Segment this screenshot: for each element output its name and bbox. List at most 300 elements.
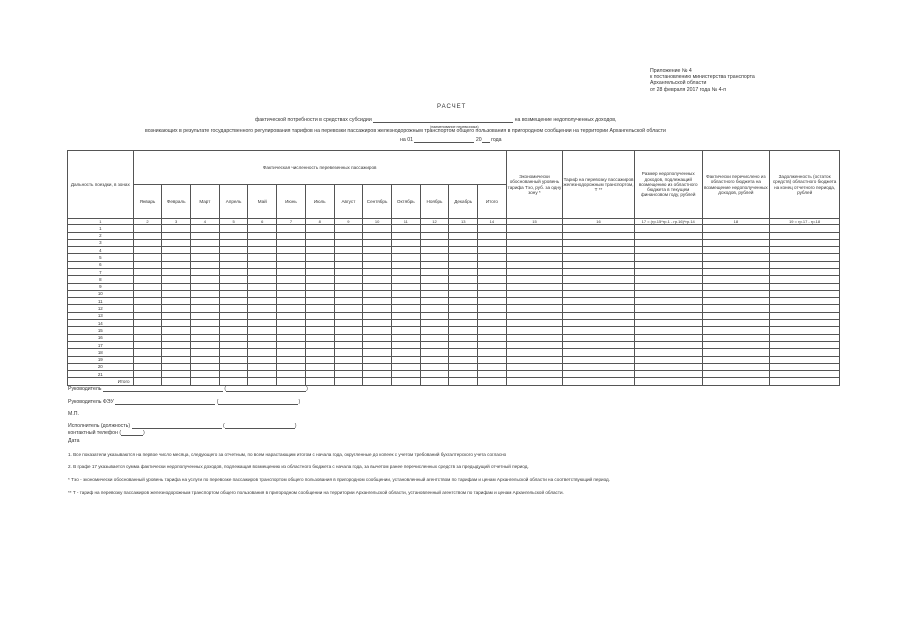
table-cell[interactable] (133, 290, 162, 297)
date-day-month-field[interactable] (414, 137, 474, 143)
table-cell[interactable] (162, 268, 191, 275)
table-cell[interactable] (363, 312, 392, 319)
table-cell[interactable] (449, 232, 478, 239)
table-cell[interactable] (277, 371, 306, 378)
table-cell[interactable] (702, 341, 770, 348)
table-cell[interactable] (305, 239, 334, 246)
table-cell[interactable] (391, 283, 420, 290)
table-cell[interactable] (305, 298, 334, 305)
table-cell[interactable] (277, 290, 306, 297)
table-cell[interactable] (248, 254, 277, 261)
total-cell[interactable] (363, 378, 392, 386)
table-cell[interactable] (191, 225, 220, 232)
table-cell[interactable] (634, 334, 702, 341)
table-cell[interactable] (702, 356, 770, 363)
table-cell[interactable] (420, 320, 449, 327)
table-cell[interactable] (305, 363, 334, 370)
table-cell[interactable] (563, 276, 635, 283)
table-cell[interactable] (363, 356, 392, 363)
table-cell[interactable] (420, 247, 449, 254)
table-cell[interactable] (391, 320, 420, 327)
table-cell[interactable] (363, 349, 392, 356)
table-cell[interactable] (248, 356, 277, 363)
table-cell[interactable] (506, 254, 562, 261)
table-cell[interactable] (334, 232, 363, 239)
table-cell[interactable] (305, 247, 334, 254)
table-cell[interactable] (478, 276, 507, 283)
table-cell[interactable] (770, 268, 840, 275)
table-cell[interactable] (133, 349, 162, 356)
table-cell[interactable] (634, 225, 702, 232)
table-cell[interactable] (563, 356, 635, 363)
table-cell[interactable] (702, 283, 770, 290)
signature-head-name-field[interactable] (226, 386, 306, 392)
table-cell[interactable] (363, 320, 392, 327)
table-cell[interactable] (305, 320, 334, 327)
table-cell[interactable] (449, 283, 478, 290)
table-cell[interactable] (563, 305, 635, 312)
table-cell[interactable] (248, 305, 277, 312)
table-cell[interactable] (334, 356, 363, 363)
table-cell[interactable] (702, 312, 770, 319)
table-cell[interactable] (162, 247, 191, 254)
table-cell[interactable] (506, 305, 562, 312)
table-cell[interactable] (478, 290, 507, 297)
table-cell[interactable] (563, 239, 635, 246)
table-cell[interactable] (702, 247, 770, 254)
table-cell[interactable] (133, 363, 162, 370)
table-cell[interactable] (191, 232, 220, 239)
table-cell[interactable] (634, 327, 702, 334)
table-cell[interactable] (277, 283, 306, 290)
table-cell[interactable] (702, 334, 770, 341)
table-cell[interactable] (191, 276, 220, 283)
table-cell[interactable] (702, 371, 770, 378)
table-cell[interactable] (506, 225, 562, 232)
table-cell[interactable] (133, 261, 162, 268)
table-cell[interactable] (770, 305, 840, 312)
table-cell[interactable] (506, 356, 562, 363)
table-cell[interactable] (449, 225, 478, 232)
table-cell[interactable] (506, 363, 562, 370)
table-cell[interactable] (162, 341, 191, 348)
table-cell[interactable] (702, 232, 770, 239)
table-cell[interactable] (277, 225, 306, 232)
table-cell[interactable] (305, 334, 334, 341)
table-cell[interactable] (248, 334, 277, 341)
table-cell[interactable] (702, 349, 770, 356)
table-cell[interactable] (162, 283, 191, 290)
table-cell[interactable] (219, 363, 248, 370)
table-cell[interactable] (449, 371, 478, 378)
table-cell[interactable] (634, 349, 702, 356)
table-cell[interactable] (449, 305, 478, 312)
table-cell[interactable] (219, 261, 248, 268)
table-cell[interactable] (363, 283, 392, 290)
table-cell[interactable] (506, 341, 562, 348)
table-cell[interactable] (770, 225, 840, 232)
table-cell[interactable] (191, 283, 220, 290)
table-cell[interactable] (162, 254, 191, 261)
table-cell[interactable] (634, 320, 702, 327)
table-cell[interactable] (478, 283, 507, 290)
table-cell[interactable] (162, 298, 191, 305)
table-cell[interactable] (133, 247, 162, 254)
table-cell[interactable] (563, 268, 635, 275)
table-cell[interactable] (277, 334, 306, 341)
table-cell[interactable] (506, 371, 562, 378)
table-cell[interactable] (133, 232, 162, 239)
table-cell[interactable] (391, 261, 420, 268)
table-cell[interactable] (506, 290, 562, 297)
table-cell[interactable] (770, 283, 840, 290)
table-cell[interactable] (634, 363, 702, 370)
table-cell[interactable] (702, 239, 770, 246)
table-cell[interactable] (478, 334, 507, 341)
table-cell[interactable] (563, 371, 635, 378)
total-cell[interactable] (305, 378, 334, 386)
total-cell[interactable] (506, 378, 562, 386)
table-cell[interactable] (563, 254, 635, 261)
table-cell[interactable] (420, 312, 449, 319)
table-cell[interactable] (133, 356, 162, 363)
table-cell[interactable] (506, 320, 562, 327)
table-cell[interactable] (391, 327, 420, 334)
total-cell[interactable] (277, 378, 306, 386)
table-cell[interactable] (363, 225, 392, 232)
table-cell[interactable] (420, 334, 449, 341)
table-cell[interactable] (478, 268, 507, 275)
table-cell[interactable] (277, 276, 306, 283)
table-cell[interactable] (702, 254, 770, 261)
table-cell[interactable] (133, 225, 162, 232)
table-cell[interactable] (506, 239, 562, 246)
table-cell[interactable] (506, 283, 562, 290)
table-cell[interactable] (478, 363, 507, 370)
table-cell[interactable] (420, 283, 449, 290)
table-cell[interactable] (162, 305, 191, 312)
table-cell[interactable] (420, 349, 449, 356)
table-cell[interactable] (420, 327, 449, 334)
table-cell[interactable] (391, 371, 420, 378)
table-cell[interactable] (133, 276, 162, 283)
total-cell[interactable] (334, 378, 363, 386)
signature-executor-name-field[interactable] (225, 423, 295, 429)
table-cell[interactable] (334, 312, 363, 319)
table-cell[interactable] (702, 261, 770, 268)
table-cell[interactable] (634, 276, 702, 283)
table-cell[interactable] (478, 239, 507, 246)
carrier-field[interactable] (373, 117, 513, 123)
table-cell[interactable] (334, 334, 363, 341)
table-cell[interactable] (277, 247, 306, 254)
table-cell[interactable] (191, 261, 220, 268)
table-cell[interactable] (334, 268, 363, 275)
table-cell[interactable] (363, 276, 392, 283)
table-cell[interactable] (219, 341, 248, 348)
table-cell[interactable] (363, 305, 392, 312)
table-cell[interactable] (478, 254, 507, 261)
table-cell[interactable] (770, 290, 840, 297)
table-cell[interactable] (702, 320, 770, 327)
table-cell[interactable] (248, 225, 277, 232)
table-cell[interactable] (305, 290, 334, 297)
table-cell[interactable] (219, 283, 248, 290)
table-cell[interactable] (191, 327, 220, 334)
total-cell[interactable] (219, 378, 248, 386)
table-cell[interactable] (770, 334, 840, 341)
table-cell[interactable] (133, 334, 162, 341)
table-cell[interactable] (248, 349, 277, 356)
table-cell[interactable] (219, 239, 248, 246)
total-cell[interactable] (634, 378, 702, 386)
table-cell[interactable] (770, 261, 840, 268)
table-cell[interactable] (563, 261, 635, 268)
table-cell[interactable] (702, 225, 770, 232)
table-cell[interactable] (305, 341, 334, 348)
table-cell[interactable] (133, 312, 162, 319)
table-cell[interactable] (162, 371, 191, 378)
table-cell[interactable] (248, 276, 277, 283)
table-cell[interactable] (363, 261, 392, 268)
table-cell[interactable] (219, 232, 248, 239)
total-cell[interactable] (702, 378, 770, 386)
table-cell[interactable] (219, 327, 248, 334)
table-cell[interactable] (248, 261, 277, 268)
table-cell[interactable] (248, 298, 277, 305)
table-cell[interactable] (277, 349, 306, 356)
table-cell[interactable] (391, 276, 420, 283)
table-cell[interactable] (219, 371, 248, 378)
table-cell[interactable] (191, 290, 220, 297)
table-cell[interactable] (449, 363, 478, 370)
table-cell[interactable] (363, 341, 392, 348)
table-cell[interactable] (420, 371, 449, 378)
table-cell[interactable] (634, 356, 702, 363)
table-cell[interactable] (563, 247, 635, 254)
table-cell[interactable] (449, 341, 478, 348)
table-cell[interactable] (162, 290, 191, 297)
table-cell[interactable] (191, 268, 220, 275)
table-cell[interactable] (391, 363, 420, 370)
table-cell[interactable] (478, 320, 507, 327)
table-cell[interactable] (133, 268, 162, 275)
table-cell[interactable] (478, 341, 507, 348)
table-cell[interactable] (420, 341, 449, 348)
table-cell[interactable] (334, 290, 363, 297)
table-cell[interactable] (248, 239, 277, 246)
table-cell[interactable] (449, 298, 478, 305)
table-cell[interactable] (248, 290, 277, 297)
table-cell[interactable] (363, 239, 392, 246)
table-cell[interactable] (449, 261, 478, 268)
table-cell[interactable] (191, 239, 220, 246)
table-cell[interactable] (334, 327, 363, 334)
table-cell[interactable] (449, 290, 478, 297)
table-cell[interactable] (506, 334, 562, 341)
table-cell[interactable] (449, 268, 478, 275)
table-cell[interactable] (563, 320, 635, 327)
table-cell[interactable] (563, 327, 635, 334)
table-cell[interactable] (702, 327, 770, 334)
table-cell[interactable] (391, 290, 420, 297)
table-cell[interactable] (449, 312, 478, 319)
total-cell[interactable] (133, 378, 162, 386)
table-cell[interactable] (162, 320, 191, 327)
table-cell[interactable] (420, 225, 449, 232)
table-cell[interactable] (305, 327, 334, 334)
table-cell[interactable] (363, 232, 392, 239)
signature-head-field[interactable] (103, 386, 223, 392)
table-cell[interactable] (305, 232, 334, 239)
table-cell[interactable] (133, 298, 162, 305)
table-cell[interactable] (478, 247, 507, 254)
table-cell[interactable] (219, 225, 248, 232)
table-cell[interactable] (219, 247, 248, 254)
table-cell[interactable] (133, 320, 162, 327)
table-cell[interactable] (133, 341, 162, 348)
table-cell[interactable] (277, 356, 306, 363)
table-cell[interactable] (133, 305, 162, 312)
table-cell[interactable] (248, 312, 277, 319)
table-cell[interactable] (305, 268, 334, 275)
table-cell[interactable] (506, 261, 562, 268)
table-cell[interactable] (563, 334, 635, 341)
table-cell[interactable] (363, 268, 392, 275)
total-cell[interactable] (563, 378, 635, 386)
table-cell[interactable] (248, 283, 277, 290)
table-cell[interactable] (305, 254, 334, 261)
table-cell[interactable] (162, 327, 191, 334)
table-cell[interactable] (191, 371, 220, 378)
table-cell[interactable] (334, 341, 363, 348)
table-cell[interactable] (277, 363, 306, 370)
table-cell[interactable] (305, 312, 334, 319)
table-cell[interactable] (133, 371, 162, 378)
table-cell[interactable] (563, 312, 635, 319)
table-cell[interactable] (277, 268, 306, 275)
total-cell[interactable] (391, 378, 420, 386)
table-cell[interactable] (219, 254, 248, 261)
table-cell[interactable] (449, 239, 478, 246)
table-cell[interactable] (391, 341, 420, 348)
total-cell[interactable] (191, 378, 220, 386)
table-cell[interactable] (478, 371, 507, 378)
table-cell[interactable] (305, 356, 334, 363)
table-cell[interactable] (191, 349, 220, 356)
table-cell[interactable] (634, 239, 702, 246)
table-cell[interactable] (277, 341, 306, 348)
table-cell[interactable] (449, 276, 478, 283)
table-cell[interactable] (702, 298, 770, 305)
table-cell[interactable] (634, 268, 702, 275)
table-cell[interactable] (420, 276, 449, 283)
table-cell[interactable] (277, 320, 306, 327)
table-cell[interactable] (391, 298, 420, 305)
table-cell[interactable] (305, 261, 334, 268)
table-cell[interactable] (162, 334, 191, 341)
table-cell[interactable] (133, 239, 162, 246)
table-cell[interactable] (770, 239, 840, 246)
table-cell[interactable] (277, 239, 306, 246)
table-cell[interactable] (277, 261, 306, 268)
table-cell[interactable] (248, 327, 277, 334)
table-cell[interactable] (702, 276, 770, 283)
table-cell[interactable] (162, 225, 191, 232)
table-cell[interactable] (391, 268, 420, 275)
table-cell[interactable] (449, 254, 478, 261)
table-cell[interactable] (420, 298, 449, 305)
table-cell[interactable] (391, 225, 420, 232)
table-cell[interactable] (191, 334, 220, 341)
table-cell[interactable] (563, 341, 635, 348)
table-cell[interactable] (770, 254, 840, 261)
table-cell[interactable] (506, 298, 562, 305)
table-cell[interactable] (506, 268, 562, 275)
table-cell[interactable] (305, 283, 334, 290)
table-cell[interactable] (563, 225, 635, 232)
phone-field[interactable] (121, 430, 143, 436)
table-cell[interactable] (219, 312, 248, 319)
table-cell[interactable] (191, 247, 220, 254)
table-cell[interactable] (305, 349, 334, 356)
table-cell[interactable] (191, 356, 220, 363)
total-cell[interactable] (248, 378, 277, 386)
table-cell[interactable] (478, 305, 507, 312)
table-cell[interactable] (420, 254, 449, 261)
table-cell[interactable] (191, 363, 220, 370)
table-cell[interactable] (219, 290, 248, 297)
table-cell[interactable] (277, 305, 306, 312)
table-cell[interactable] (363, 290, 392, 297)
table-cell[interactable] (248, 268, 277, 275)
table-cell[interactable] (634, 283, 702, 290)
table-cell[interactable] (219, 356, 248, 363)
table-cell[interactable] (770, 349, 840, 356)
table-cell[interactable] (162, 261, 191, 268)
total-cell[interactable] (162, 378, 191, 386)
table-cell[interactable] (634, 254, 702, 261)
table-cell[interactable] (770, 298, 840, 305)
table-cell[interactable] (634, 298, 702, 305)
table-cell[interactable] (478, 349, 507, 356)
table-cell[interactable] (334, 225, 363, 232)
table-cell[interactable] (563, 283, 635, 290)
table-cell[interactable] (634, 312, 702, 319)
table-cell[interactable] (363, 363, 392, 370)
table-cell[interactable] (420, 261, 449, 268)
table-cell[interactable] (334, 320, 363, 327)
table-cell[interactable] (563, 232, 635, 239)
table-cell[interactable] (334, 276, 363, 283)
table-cell[interactable] (506, 327, 562, 334)
table-cell[interactable] (305, 276, 334, 283)
table-cell[interactable] (248, 320, 277, 327)
table-cell[interactable] (634, 290, 702, 297)
table-cell[interactable] (391, 232, 420, 239)
table-cell[interactable] (702, 268, 770, 275)
table-cell[interactable] (478, 261, 507, 268)
table-cell[interactable] (334, 371, 363, 378)
table-cell[interactable] (334, 283, 363, 290)
table-cell[interactable] (634, 261, 702, 268)
table-cell[interactable] (770, 320, 840, 327)
table-cell[interactable] (391, 356, 420, 363)
table-cell[interactable] (506, 349, 562, 356)
table-cell[interactable] (219, 320, 248, 327)
signature-finance-field[interactable] (115, 399, 215, 405)
table-cell[interactable] (391, 312, 420, 319)
